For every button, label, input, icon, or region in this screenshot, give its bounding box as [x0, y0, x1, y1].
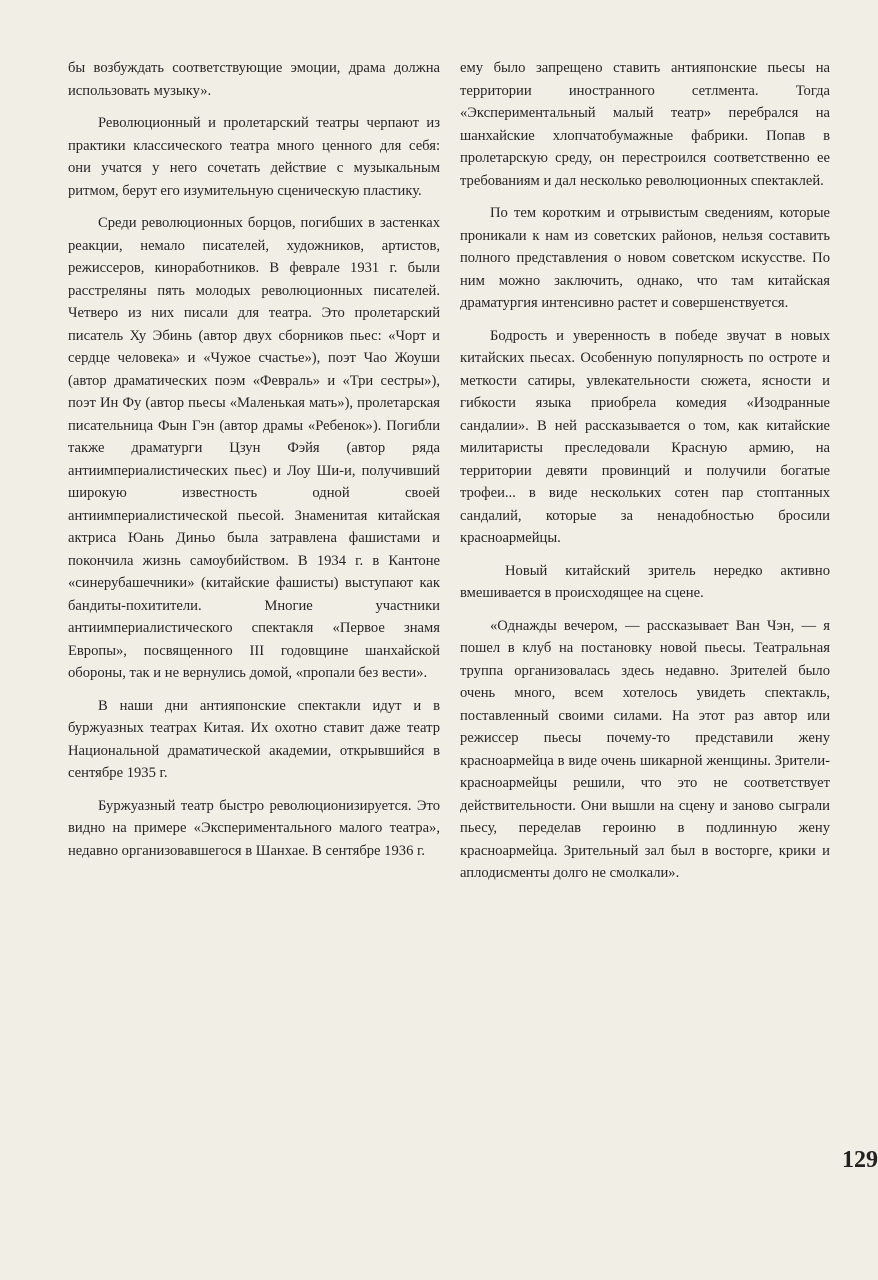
paragraph: «Однажды вечером, — рассказывает Ван Чэн, — я пошел в клуб на постановку новой пьесы. Театральная труппа организовалась здесь недавно. Зрителей было очень много, всем хотелось увидеть спектакль, поставленный своими силами. На этот раз автор или режиссер пьесы почему-то представили жену красноармейца в виде очень шикарной женщины. Зрители-красноармейцы решили, что это не соответствует действительности. Они вышли на сцену и заново сыграли пьесу, переделав героиню в подлинную жену красноармейца. Зрительный зал был в восторге, крики и аплодисменты долго не смолкали». — [460, 617, 830, 881]
paragraph: Буржуазный театр быстро революционизируется. Это видно на примере «Экспериментального малого театра», недавно организовавшегося в Шанхае. В сентябре 1936 г. — [68, 797, 440, 859]
paragraph: По тем коротким и отрывистым сведениям, которые проникали к нам из советских районов, нельзя составить полного представления о новом советском искусстве. По ним можно заключить, однако, что там китайская драматургия интенсивно растет и совершенствуется. — [460, 205, 830, 311]
paragraph: ему было запрещено ставить антияпонские пьесы на территории иностранного сетлмента. Тогда «Экспериментальный малый театр» перебрался на шанхайские хлопчатобумажные фабрики. Попав в пролетарскую среду, он перестроился соответственно ее требованиям и дал несколько революционных спектаклей. — [460, 60, 830, 189]
paragraph: бы возбуждать соответствующие эмоции, драма должна использовать музыку». — [68, 60, 440, 99]
left-column — [68, 57, 440, 872]
paragraph: Среди революционных борцов, погибших в застенках реакции, немало писателей, художников, артистов, режиссеров, кинoработников. В феврале 1931 г. были расстреляны пять молодых революционных писателей. Четверо из них писали для театра. Это пролетарский писатель Ху Эбинь (автор двух сборников пьес: «Чорт и сердце человека» и «Чужое счастье»), поэт Чао Жоуши (автор драматических поэм «Февраль» и «Три сестры»), поэт Ин Фу (автор пьесы «Маленькая мать»), пролетарская писательница Фын Гэн (автор драмы «Ребенок»). Погибли также драматурги Цзун Фэйя (автор ряда антиимпериалистических пьес) и Лоу Ши-и, получивший широкую известность одной своей антиимпериалистической пьесой. Знаменитая китайская актриса Юань Диньо была затравлена фашистами и покончила жизнь самоубийством. В 1934 г. в Кантоне «синерубашечники» (китайские фашисты) выступают как бандиты-похитители. Многие участники антиимпериалистического спектакля «Первое знамя Европы», посвященного III годовщине шанхайской обороны, так и не вернулись домой, «пропали без вести». — [68, 215, 440, 681]
paragraph: Революционный и пролетарский театры черпают из практики классического театра много ценного для себя: они учатся у него сочетать действие с музыкальным ритмом, берут его изумительную сценическую пластику. — [68, 115, 440, 199]
right-column — [460, 57, 830, 895]
paragraph: Новый китайский зритель нередко активно вмешивается в происходящее на сцене. — [460, 562, 830, 601]
paragraph: В наши дни антияпонские спектакли идут и в буржуазных театрах Китая. Их охотно ставит даже театр Национальной драматической академии, открывшийся в сентябре 1935 г. — [68, 697, 440, 781]
page-number: 129 — [842, 1147, 878, 1173]
paragraph: Бодрость и уверенность в победе звучат в новых китайских пьесах. Особенную популярность по остроте и меткости сатиры, увлекательности сюжета, ясности и гибкости языка приобрела комедия «Изодранные сандалии». В ней рассказывается о том, как китайские милитаристы преследовали Красную армию, на территории девяти провинций и получили богатые трофеи... в виде нескольких сотен пар стоптанных сандалий, которые за ненадобностью бросили красноармейцы. — [460, 327, 830, 546]
